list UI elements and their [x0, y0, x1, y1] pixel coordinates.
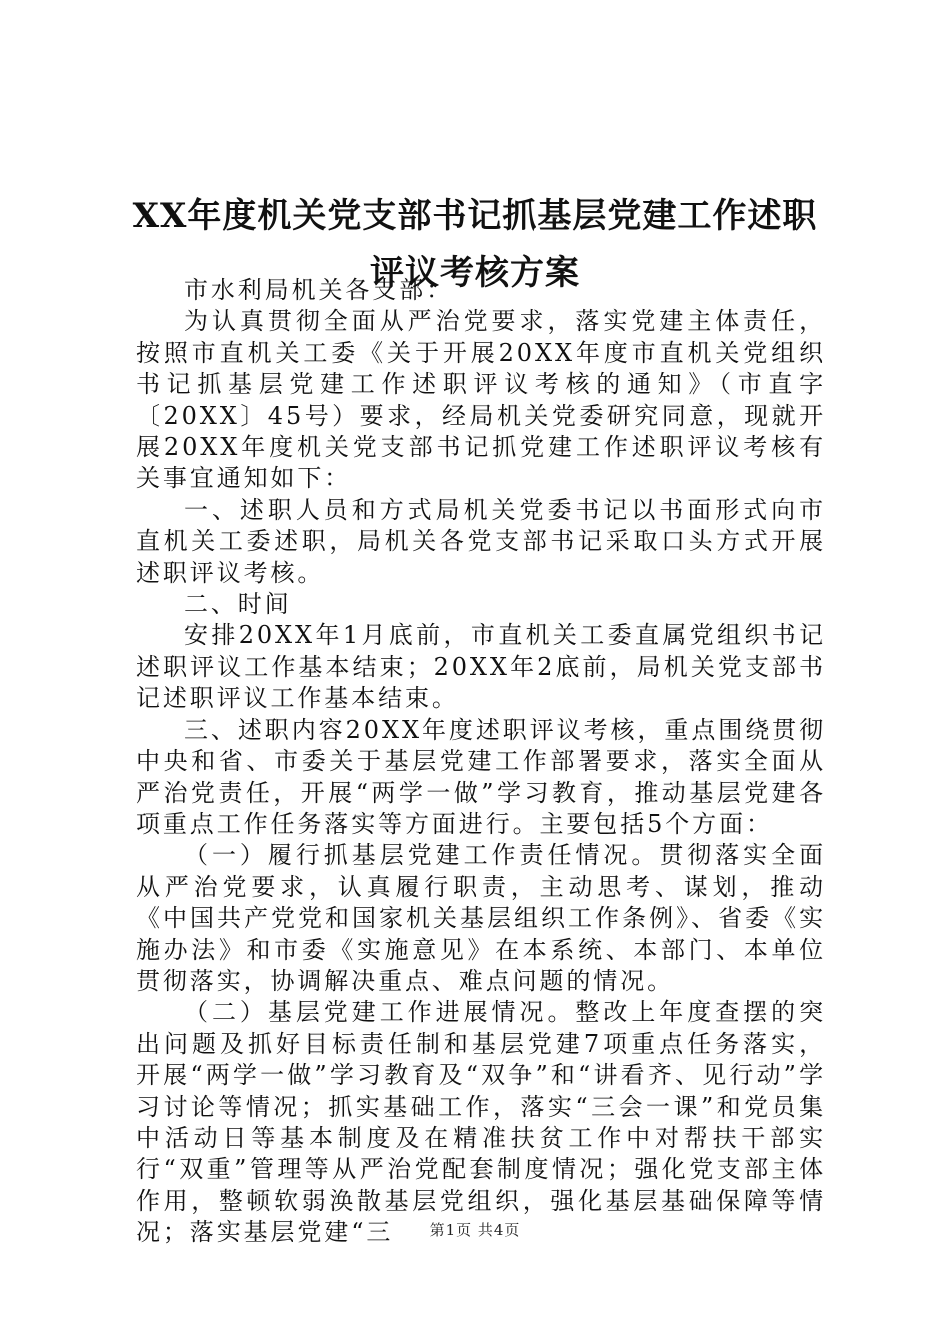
section-1-paragraph: 一、述职人员和方式局机关党委书记以书面形式向市直机关工委述职，局机关各党支部书记采取口头方式开展述职评议考核。: [136, 495, 826, 587]
salutation: 市水利局机关各支部：: [184, 276, 453, 304]
document-title-line2: 评议考核方案: [370, 253, 580, 293]
section-3-paragraph: 三、述职内容20XX年度述职评议考核，重点围绕贯彻中央和省、市委关于基层党建工作部署要求，落实全面从严治党责任，开展“两学一做”学习教育，推动基层党建各项重点工作任务落实等方面进行。主要包括5个方面：: [136, 715, 826, 838]
intro-paragraph: 为认真贯彻全面从严治党要求，落实党建主体责任，按照市直机关工委《关于开展20XX年度市直机关党组织书记抓基层党建工作述职评议考核的通知》（市直字〔20XX〕45号）要求，经局机关党委研究同意，现就开展20XX年度机关党支部书记抓党建工作述职评议考核有关事宜通知如下：: [136, 307, 826, 493]
document-body: [136, 275, 826, 1249]
section-2-paragraph: 安排20XX年1月底前，市直机关工委直属党组织书记述职评议工作基本结束；20XX年2底前，局机关党支部书记述职评议工作基本结束。: [136, 621, 826, 713]
document-title-line1: XX年度机关党支部书记抓基层党建工作述职: [132, 196, 818, 236]
section-2-heading: 二、时间: [184, 590, 292, 619]
item-2-paragraph: （二）基层党建工作进展情况。整改上年度查摆的突出问题及抓好目标责任制和基层党建7项重点任务落实，开展“两学一做”学习教育及“双争”和“讲看齐、见行动”学习讨论等情况；抓实基础工作，落实“三会一课”和党员集中活动日等基本制度及在精准扶贫工作中对帮扶干部实行“双重”管理等从严治党配套制度情况；强化党支部主体作用，整顿软弱涣散基层党组织，强化基层基础保障等情况；落实基层党建“三: [136, 998, 826, 1247]
page-footer: 第1页 共4页: [429, 1221, 521, 1239]
item-1-paragraph: （一）履行抓基层党建工作责任情况。贯彻落实全面从严治党要求，认真履行职责，主动思考、谋划，推动《中国共产党党和国家机关基层组织工作条例》、省委《实施办法》和市委《实施意见》在本系统、本部门、本单位贯彻落实，协调解决重点、难点问题的情况。: [136, 841, 826, 995]
